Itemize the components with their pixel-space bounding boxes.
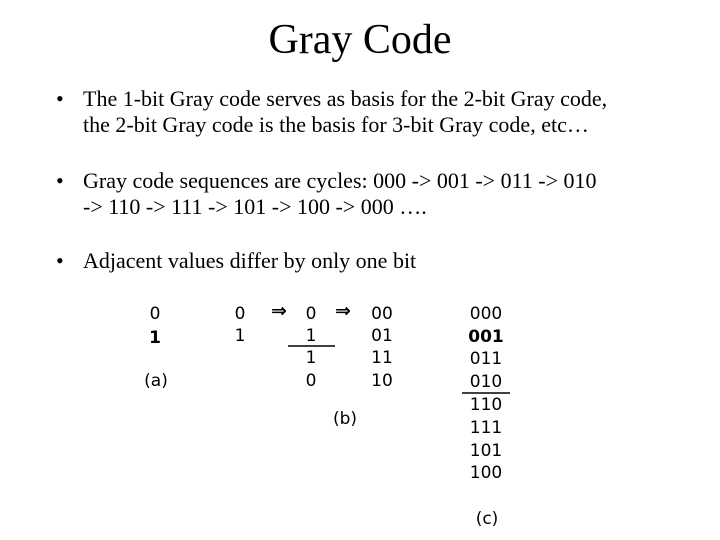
arrow-icon: ⇒: [335, 300, 351, 322]
bullet-item-2: [56, 168, 696, 220]
slide-title: Gray Code: [268, 17, 452, 63]
code-c-3: 010: [469, 372, 503, 392]
code-b-step2-0: 0: [305, 304, 317, 324]
code-b-result-3: 10: [371, 371, 393, 391]
code-b-step1-0: 0: [234, 304, 246, 324]
code-b-result-1: 01: [371, 326, 393, 346]
caption-c: (c): [475, 509, 499, 529]
code-c-6: 101: [469, 441, 503, 461]
bullet-line: The 1-bit Gray code serves as basis for the 2-bit Gray code,: [83, 86, 608, 111]
bullet-item-1: [56, 86, 696, 138]
code-a-1: 1: [149, 328, 161, 348]
bullet-marker: •: [56, 86, 64, 111]
caption-b: (b): [332, 409, 358, 429]
code-c-2: 011: [469, 349, 503, 369]
code-b-result-2: 11: [371, 348, 393, 368]
bullet-marker: •: [56, 168, 64, 193]
bullet-line: Gray code sequences are cycles: 000 -> 001 -> 011 -> 010: [83, 168, 597, 193]
code-c-5: 111: [469, 418, 503, 438]
code-b-step2-2: 1: [305, 348, 317, 368]
code-b-step2-3: 0: [305, 371, 317, 391]
code-b-step1-1: 1: [234, 326, 246, 346]
bullet-item-3: [56, 248, 696, 274]
code-c-7: 100: [469, 463, 503, 483]
code-b-result-0: 00: [371, 304, 393, 324]
bullet-line: the 2-bit Gray code is the basis for 3-bit Gray code, etc…: [83, 112, 589, 137]
bullet-line: -> 110 -> 111 -> 101 -> 100 -> 000 ….: [83, 194, 427, 219]
code-a-0: 0: [149, 304, 161, 324]
bullet-marker: •: [56, 248, 64, 273]
code-c-4: 110: [469, 395, 503, 415]
code-c-1: 001: [468, 327, 504, 347]
code-c-0: 000: [469, 304, 503, 324]
code-b-step2-1: 1: [305, 326, 317, 346]
arrow-icon: ⇒: [271, 300, 287, 322]
bullet-line: Adjacent values differ by only one bit: [83, 248, 417, 273]
caption-a: (a): [144, 371, 168, 391]
